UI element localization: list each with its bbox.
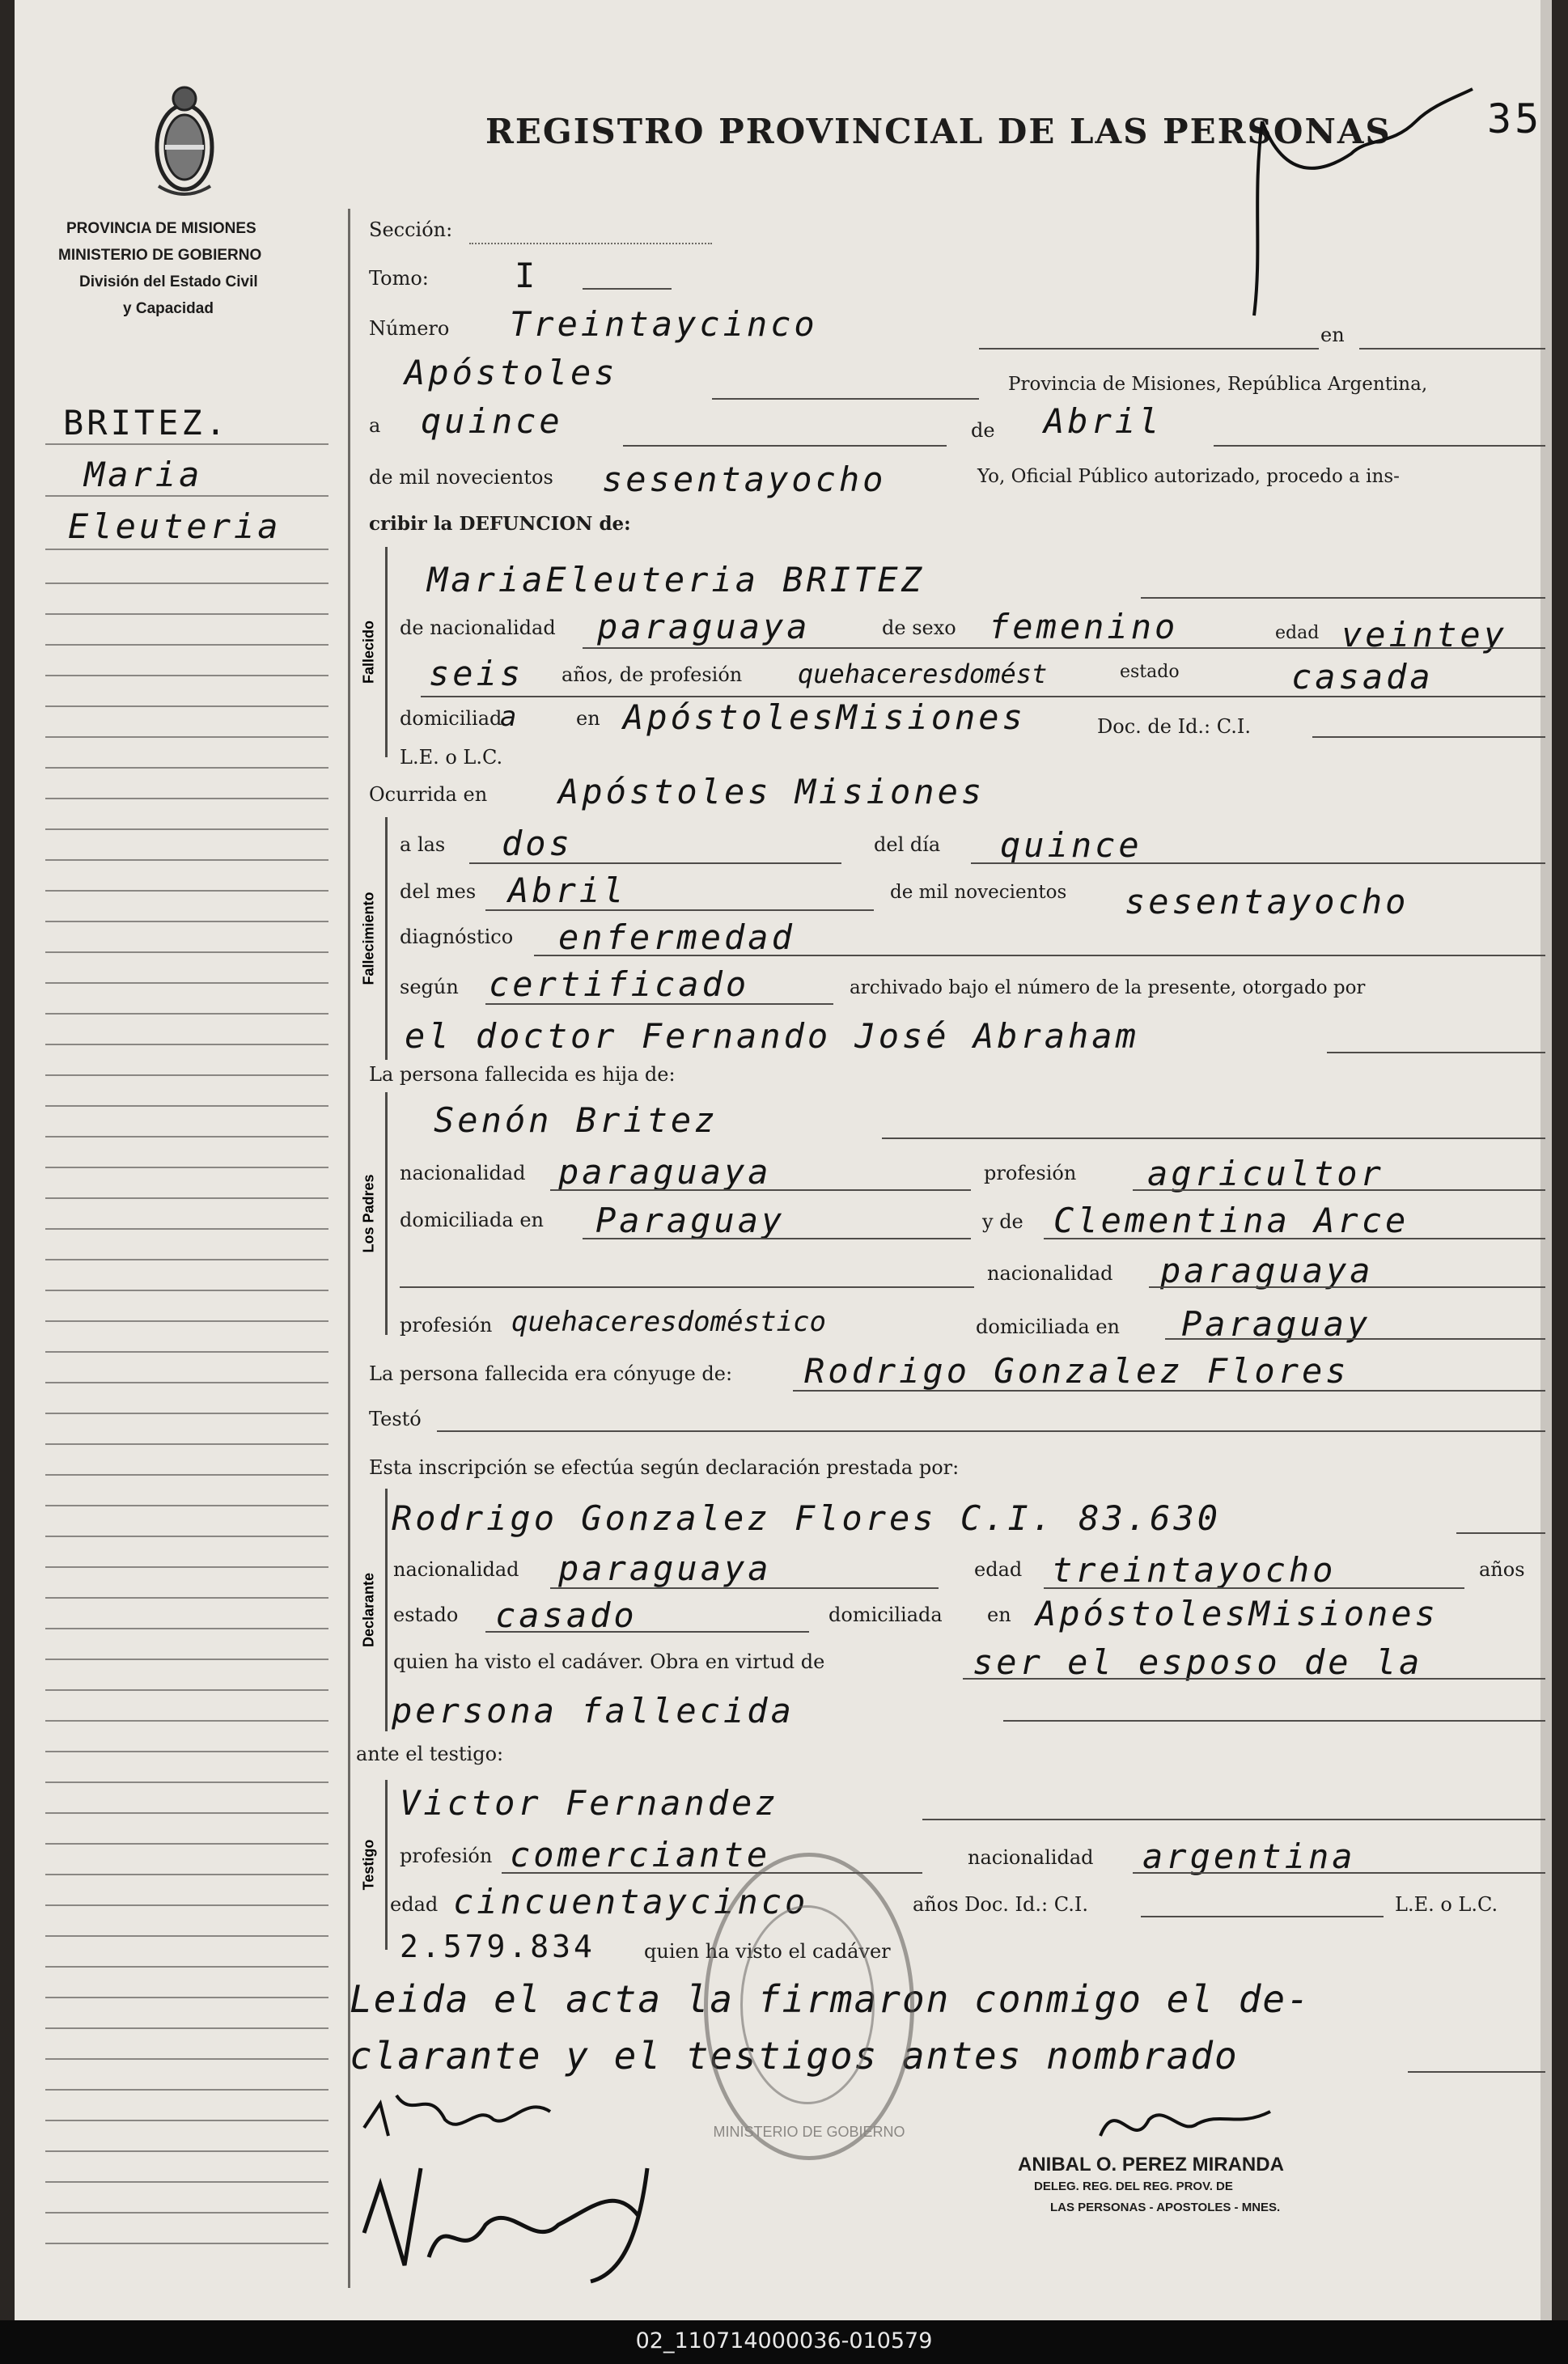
issuer-ministry: MINISTERIO DE GOBIERNO [58,247,262,264]
numero-label: Número [369,317,450,340]
nacionalidad-value: paraguaya [597,607,811,646]
anio2-value: sesentayocho [1125,882,1409,921]
y-de-label: y de [982,1210,1023,1233]
tomo-line [583,288,672,290]
page-number: 35 [1487,95,1543,142]
official-signature [1084,2087,1295,2160]
mes-line [1214,445,1545,447]
lugar-value: Apóstoles [405,353,618,392]
anos-doc-label: años Doc. Id.: C.I. [913,1893,1088,1916]
registry-title: REGISTRO PROVINCIAL DE LAS PERSONAS [485,112,1392,151]
segun-value: certificado [489,964,750,1004]
declarante-side-tab: Declarante [353,1489,388,1731]
dia2-line [971,862,1545,864]
domiciliad-label: domiciliad [400,707,502,730]
seccion-line [469,243,712,244]
yo-oficial-label: Yo, Oficial Público autorizado, procedo a ins- [977,466,1400,487]
padre-nacionalidad-value: paraguaya [558,1152,772,1192]
closing-line-1: Leida el acta la firmaron conmigo el de- [350,1977,1311,2021]
nacionalidad3-label: nacionalidad [987,1262,1113,1285]
anio-value: sesentayocho [602,460,887,499]
padre-value: Senón Britez [434,1100,718,1140]
domiciliada-en-label: domiciliada en [400,1209,544,1231]
registrar-initial-signature [1230,73,1489,332]
tomo-label: Tomo: [369,267,429,290]
margin-divider [348,209,350,2288]
testigo-line [922,1819,1545,1820]
declarante-line [1456,1532,1545,1534]
doc-id-label: Doc. de Id.: C.I. [1097,715,1252,738]
virtud-value-2: persona fallecida [392,1691,795,1731]
doc-id2-line [1141,1916,1384,1917]
testo-line [437,1430,1545,1432]
madre-domicilio-value: Paraguay [1181,1304,1371,1344]
sexo-value: femenino [989,607,1179,646]
official-title-1: DELEG. REG. DEL REG. PROV. DE [1034,2180,1233,2193]
dia-value: quince [421,401,563,441]
padre-line [882,1138,1545,1139]
conyuge-value: Rodrigo Gonzalez Flores [804,1351,1350,1391]
profesion-label: años, de profesión [562,663,743,686]
ocurrida-value: Apóstoles Misiones [558,772,985,811]
edad-label: edad [1275,623,1320,643]
official-title-2: LAS PERSONAS - APOSTOLES - MNES. [1050,2201,1281,2214]
en-label: en [1320,324,1345,346]
hora-value: dos [502,824,573,863]
issuer-division: División del Estado Civil [79,273,258,290]
fallecimiento-side-tab: Fallecimiento [353,817,388,1060]
le-lc2-label: L.E. o L.C. [1395,1893,1498,1916]
official-name: ANIBAL O. PEREZ MIRANDA [1018,2154,1284,2175]
domicilio-value: ApóstolesMisiones [623,697,1026,737]
nacionalidad3-line [1149,1286,1545,1288]
nacionalidad2-line [550,1189,971,1191]
conyuge-label: La persona fallecida era cónyuge de: [369,1362,733,1385]
issuer-capacity: y Capacidad [123,300,214,317]
tomo-value: I [515,256,539,295]
scan-filename: 02_110714000036-010579 [635,2328,933,2353]
anos-label: años [1479,1558,1525,1581]
en2-label: en [987,1604,1011,1626]
archivado-label: archivado bajo el número de la presente, otorgado por [850,977,1366,998]
testigo-side-tab: Testigo [353,1780,388,1950]
del-mes-label: del mes [400,880,477,903]
edad2-line [1044,1587,1464,1589]
nacionalidad4-label: nacionalidad [393,1558,519,1581]
hora-line [469,862,841,864]
del-dia-label: del día [874,833,941,856]
diagnostico-value: enfermedad [558,917,795,957]
profesion-label-2: profesión [984,1162,1077,1184]
segun-line [485,1003,833,1005]
diagnostico-line [534,955,1545,956]
virtud-line-1 [963,1678,1545,1680]
testo-label: Testó [369,1408,422,1430]
fallecido-name-value: MariaEleuteria BRITEZ [427,560,926,599]
declarante-estado-value: casado [495,1595,638,1635]
margin-surname: BRITEZ. [63,403,230,443]
coat-of-arms-emblem [152,81,217,202]
los-padres-side-tab: Los Padres [353,1092,388,1335]
de-mil-label: de mil novecientos [369,466,553,489]
mes2-line [485,909,874,911]
padre-domicilio-value: Paraguay [595,1201,786,1240]
profesion-value: quehaceresdomést [798,659,1048,689]
edad3-label: edad [390,1893,439,1916]
estado-label: estado [1120,662,1180,682]
profesion2-line [1133,1189,1545,1191]
testigo-value: Victor Fernandez [400,1783,779,1823]
declarante-value: Rodrigo Gonzalez Flores C.I. 83.630 [392,1498,1222,1538]
sexo-label: de sexo [882,616,956,639]
closing-line-2: clarante y el testigos antes nombrado [350,2034,1239,2078]
profesion3-label: profesión [400,1314,493,1337]
ocurrida-label: Ocurrida en [369,783,488,806]
a-label: a [369,414,381,437]
margin-middle-name: Eleuteria [68,506,282,546]
padre-profesion-value: agricultor [1147,1154,1384,1193]
issuer-province: PROVINCIA DE MISIONES [66,220,256,237]
nacionalidad5-label: nacionalidad [968,1846,1094,1869]
nacionalidad-line [583,647,1545,649]
padre-domicilio-line [583,1238,971,1239]
testigo-profesion-value: comerciante [510,1835,771,1875]
estado2-label: estado [393,1604,459,1626]
visto-cadaver-label: quien ha visto el cadáver. Obra en virtud de [393,1650,825,1673]
estado2-line [485,1631,809,1633]
en-label-2: en [576,707,600,730]
virtud-line-2 [1003,1720,1545,1722]
estado-value: casada [1291,657,1434,697]
nacionalidad2-label: nacionalidad [400,1162,526,1184]
quien-visto-label: quien ha visto el cadáver [644,1940,891,1963]
madre-domicilio-line [1165,1338,1545,1340]
doctor-line [1327,1052,1545,1053]
declarante-domicilio-value: ApóstolesMisiones [1036,1594,1439,1633]
doctor-value: el doctor Fernando José Abraham [405,1016,1139,1056]
conyuge-line [793,1390,1545,1392]
madre-name-line-2 [400,1286,974,1288]
dia2-value: quince [1000,825,1142,865]
a-las-label: a las [400,833,446,856]
hija-de-label: La persona fallecida es hija de: [369,1063,676,1086]
doc-id-line [1312,736,1545,738]
testigo-signature [348,2136,688,2290]
de-mil-nov-label: de mil novecientos [890,882,1067,903]
madre-line [1044,1238,1545,1239]
nacionalidad-label: de nacionalidad [400,616,556,639]
declarante-edad-value: treintayocho [1052,1550,1337,1590]
profesion4-label: profesión [400,1845,493,1867]
domiciliada-en2-label: domiciliada en [976,1315,1120,1338]
virtud-value-1: ser el esposo de la [973,1642,1423,1682]
edad-value-2: seis [429,654,524,693]
edad-value-1: veintey [1341,615,1508,655]
en-line [1359,348,1545,350]
domiciliada2-label: domiciliada [828,1604,943,1626]
testigo-nac-value: argentina [1142,1837,1356,1876]
cribir-label: cribir la DEFUNCION de: [369,513,631,535]
segun-label: según [400,976,459,998]
declaracion-label: Esta inscripción se efectúa según declaración prestada por: [369,1456,960,1479]
seccion-label: Sección: [369,218,453,241]
dia-line [623,445,947,447]
fallecido-side-tab: Fallecido [353,547,388,757]
nacionalidad5-line [1133,1872,1545,1874]
testigo-doc-value: 2.579.834 [400,1929,595,1964]
provincia-label: Provincia de Misiones, República Argentina, [1008,374,1428,395]
ante-testigo-label: ante el testigo: [356,1743,504,1765]
lugar-line [712,398,979,400]
testigo-edad-value: cincuentaycinco [453,1882,809,1921]
mes-value: Abril [1044,401,1163,441]
declarante-nac-value: paraguaya [558,1548,772,1588]
numero-value: Treintaycinco [510,304,818,344]
diagnostico-label: diagnóstico [400,926,514,948]
closing-line-end [1408,2071,1545,2073]
numero-line [979,348,1319,350]
official-seal: MINISTERIO DE GOBIERNO [704,1853,914,2160]
le-lc-label: L.E. o L.C. [400,746,503,769]
nombre-line [1141,597,1545,599]
nacionalidad4-line [550,1587,939,1589]
domicilio-suffix: a [500,701,520,733]
de-label: de [971,419,995,442]
madre-value: Clementina Arce [1053,1201,1409,1240]
margin-first-name: Maria [84,455,203,494]
edad2-label: edad [974,1558,1023,1581]
madre-profesion-value: quehaceresdoméstico [511,1306,826,1338]
mes2-value: Abril [508,871,627,910]
madre-nacionalidad-value: paraguaya [1160,1251,1374,1290]
